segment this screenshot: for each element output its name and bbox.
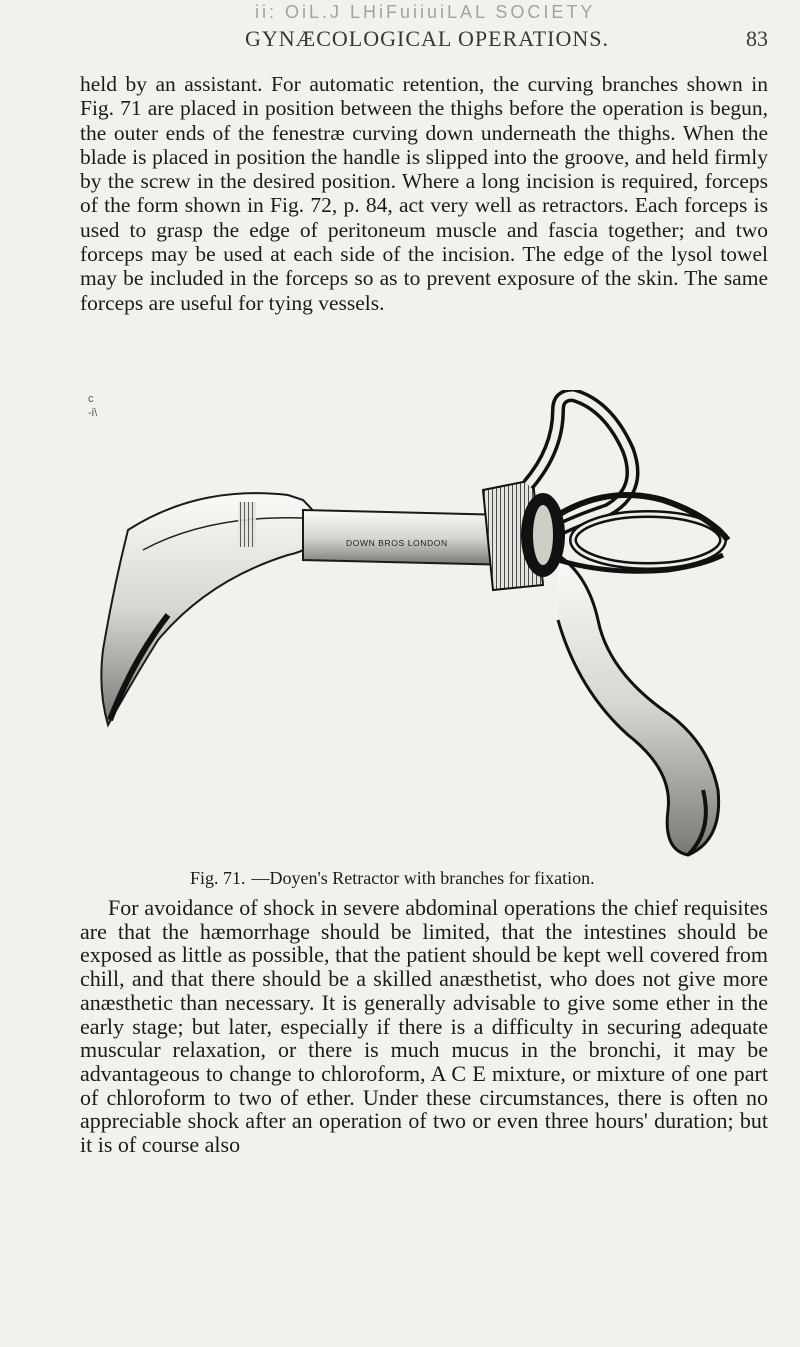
figure-caption [190,868,595,889]
running-head: GYNÆCOLOGICAL OPERATIONS. [245,26,609,51]
retractor-illustration [88,390,738,865]
library-stamp: ii: OiL.J LHiFuiiuiLAL SOCIETY [255,2,596,22]
lower-branch [558,555,719,855]
retractor-drawing [88,390,738,865]
page-number: 83 [746,26,768,51]
figure-number: Fig. 71. [190,868,246,888]
engraving-text: DOWN BROS LONDON [346,538,448,548]
margin-mark: c [88,393,94,405]
paragraph-2: For avoidance of shock in severe abdominal operations the chief requisites are that the hæmorrhage should be limited, that the intestines should be exposed as little as possible, that the patient should be kept well covered from chill, and that there should be a skilled anæsthetist, who does not give more anæsthetic than necessary. It is generally advisable to give some ether in the early stage; but later, especially if there is a difficulty in securing adequate muscular relaxation, or there is much mucus in the bronchi, it may be advantageous to change to chloroform, A C E mixture, or mixture of one part of chloroform to two of ether. Under these circumstances, there is often no appreciable shock after an operation of two or even three hours' duration; but it is of course also [80,895,768,1158]
retractor-handle [101,493,328,725]
paragraph-1: held by an assistant. For automatic retention, the curving branches shown in Fig. 71 are placed in position between the thighs before the operation is begun, the outer ends of the fenestræ curving down underneath the thighs. When the blade is placed in position the handle is slipped into the groove, and held firmly by the screw in the desired position. Where a long incision is required, forceps of the form shown in Fig. 72, p. 84, act very well as retractors. Each forceps is used to grasp the edge of peritoneum muscle and fascia together; and two forceps may be used at each side of the incision. The edge of the lysol towel may be included in the forceps so as to prevent exposure of the skin. The same forceps are useful for tying vessels. [80,72,768,315]
figure-caption-text: —Doyen's Retractor with branches for fixation. [251,868,595,888]
svg-text:-i\: -i\ [88,407,98,419]
